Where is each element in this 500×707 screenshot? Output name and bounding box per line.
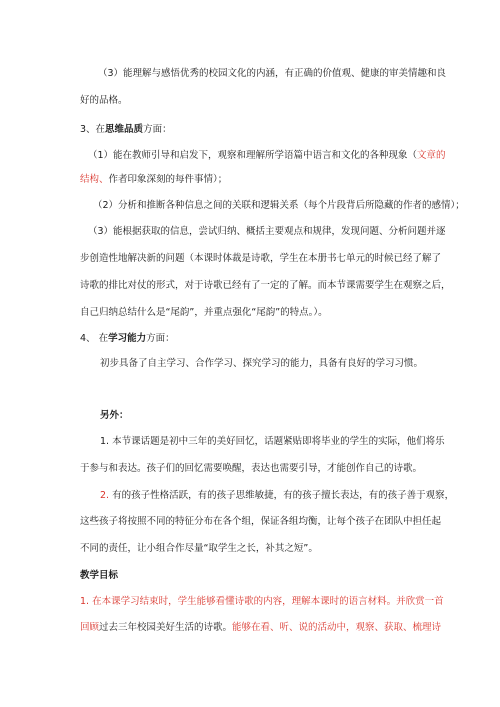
heading-keyword: 学习能力	[108, 333, 147, 344]
learning-ability-heading	[80, 333, 175, 345]
thinking-item-3-line-3: 诗歌的排比对仗的形式，对于诗歌已经有了一定的了解。而本节课需要学生在观察之后，	[80, 280, 451, 291]
extra-point-2-line-2: 这些孩子将按照不同的特征分布在各个组，保证各组均衡，让每个孩子在团队中担任起	[80, 516, 442, 527]
thinking-quality-heading	[80, 124, 172, 136]
extra-point-2-line-3: 不同的责任，让小组合作尽量“取学生之长，补其之短”。	[80, 543, 318, 554]
text: （1）能在教师引导和启发下，观察和理解所学语篇中语言和文化的各种现象（	[88, 150, 418, 161]
extra-point-1-line-1: 1. 本节课话题是初中三年的美好回忆，话题紧贴即将毕业的学生的实际，他们将乐	[100, 436, 445, 447]
thinking-item-3-line-2: 步创造性地解决新的问题（本课时体裁是诗歌，学生在本册书七单元的时候已经了解了	[80, 253, 442, 264]
highlight-text: 能够在看、听、说的活动中，观察、获取、梳理诗	[232, 622, 442, 633]
text: 作者印象深刻的每件事情）；	[108, 174, 228, 185]
text: 过去三年校园美好生活的诗歌。	[99, 622, 233, 633]
heading-prefix: 4、 在	[80, 333, 109, 344]
objective-3-line-2: 好的品格。	[80, 95, 128, 106]
thinking-item-2: （2）分析和推断各种信息之间的关联和逻辑关系（每个片段背后所隐藏的作者的感情）；	[93, 200, 465, 211]
thinking-item-3-line-4: 自己归纳总结什么是“尾韵”，并重点强化“尾韵”的特点。）。	[80, 307, 328, 318]
text: 有的孩子性格活跃，有的孩子思维敏捷，有的孩子擅长表达，有的孩子善于观察，	[112, 490, 455, 501]
goal-1-line-2	[80, 622, 441, 634]
extra-point-1-line-2: 于参与和表达。孩子们的回忆需要唤醒，表达也需要引导，才能创作自己的诗歌。	[80, 463, 423, 474]
thinking-item-1-line-1	[88, 150, 446, 162]
heading-keyword: 思维品质	[105, 124, 144, 135]
highlight-text: 结构、	[80, 174, 109, 185]
highlight-text: 文章的	[417, 150, 446, 161]
thinking-item-1-line-2	[80, 174, 227, 186]
goal-1-line-1: 1. 在本课学习结束时，学生能够看懂诗歌的内容，理解本课时的语言材料。并欣赏一首	[80, 596, 444, 607]
extra-point-2-line-1	[100, 490, 454, 502]
learning-ability-body: 初步具备了自主学习、合作学习、探究学习的能力，具备有良好的学习习惯。	[100, 358, 424, 369]
heading-suffix: 方面：	[146, 333, 175, 344]
heading-suffix: 方面：	[143, 124, 172, 135]
extra-heading: 另外：	[100, 410, 129, 421]
highlight-text: 回顾	[80, 622, 100, 633]
point-number: 2.	[100, 490, 110, 501]
teaching-goals-heading: 教学目标	[80, 570, 119, 581]
heading-prefix: 3、在	[80, 124, 106, 135]
objective-3-line-1: （3）能理解与感悟优秀的校园文化的内涵，有正确的价值观、健康的审美情趣和良	[98, 68, 447, 79]
thinking-item-3-line-1: （3）能根据获取的信息，尝试归纳、概括主要观点和规律，发现问题、分析问题并逐	[88, 226, 446, 237]
